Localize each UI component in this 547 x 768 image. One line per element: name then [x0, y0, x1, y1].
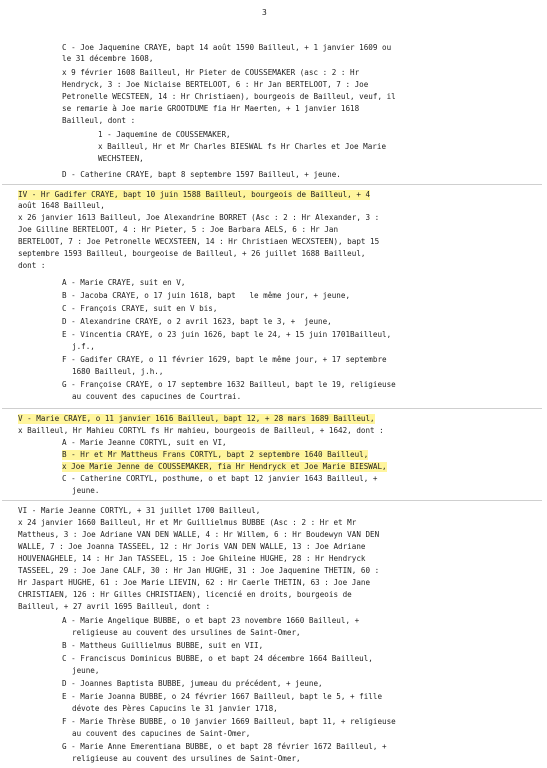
text-line: x 9 février 1608 Bailleul, Hr Pieter de COUSSEMAKER (asc : 2 : Hr — [62, 68, 360, 77]
text-line: B - Mattheus Guillielmus BUBBE, suit en VII, — [62, 641, 264, 650]
text-line: C - Catherine CORTYL, posthume, o et bapt 12 janvier 1643 Bailleul, + — [62, 474, 378, 483]
text-line: j.f., — [72, 342, 95, 351]
text-line: E - Marie Joanna BUBBE, o 24 février 1667 Bailleul, bapt le 5, + fille — [62, 692, 383, 701]
text-line: 1680 Bailleul, j.h., — [72, 367, 164, 376]
text-line: Bailleul, dont : — [62, 116, 136, 125]
text-line: au couvent des capucines de Saint-Omer, — [72, 729, 251, 738]
text-line: au couvent des capucines de Courtrai. — [72, 392, 242, 401]
text-line: B - Jacoba CRAYE, o 17 juin 1618, bapt le même jour, + jeune, — [62, 291, 351, 300]
text-line: F - Marie Thrèse BUBBE, o 10 janvier 1669 Bailleul, bapt 11, + religieuse — [62, 717, 396, 726]
text-line: dévote des Pères Capucins le 31 janvier 1718, — [72, 704, 278, 713]
text-line: C - François CRAYE, suit en V bis, — [62, 304, 218, 313]
text-line: Bailleul, + 27 avril 1695 Bailleul, dont : — [18, 602, 211, 611]
text-line: A - Marie Jeanne CORTYL, suit en VI, — [62, 438, 227, 447]
text-line: Hendryck, 3 : Joe Niclaise BERTELOOT, 6 : Hr Jan BERTELOOT, 7 : Joe — [62, 80, 369, 89]
text-line: D - Joannes Baptista BUBBE, jumeau du précédent, + jeune, — [62, 679, 323, 688]
text-line: TASSEEL, 29 : Joe Jane CALF, 30 : Hr Jan HUGHE, 31 : Joe Jaquemine THETIN, 60 : — [18, 566, 380, 575]
text-line: Petronelle WECSTEEN, 14 : Hr Christiaen), bourgeois de Bailleul, veuf, il — [62, 92, 396, 101]
text-line: Hr Jaspart HUGHE, 61 : Joe Marie LIEVIN, 62 : Hr Caerle THETIN, 63 : Joe Jane — [18, 578, 371, 587]
text-line: religieuse au couvent des ursulines de Saint-Omer, — [72, 754, 301, 763]
text-line: A - Marie Angelique BUBBE, o et bapt 23 novembre 1660 Bailleul, + — [62, 616, 360, 625]
section-divider — [2, 500, 542, 501]
text-line: A - Marie CRAYE, suit en V, — [62, 278, 186, 287]
text-line: BERTELOOT, 7 : Joe Petronelle WECXSTEEN, 14 : Hr Christiaen WECXSTEEN), bapt 15 — [18, 237, 380, 246]
text-line: le 31 décembre 1608, — [62, 54, 154, 63]
section-divider — [2, 184, 542, 185]
text-line: E - Vincentia CRAYE, o 23 juin 1626, bapt le 24, + 15 juin 1701Bailleul, — [62, 330, 392, 339]
text-line: jeune, — [72, 666, 100, 675]
text-line: WECHSTEEN, — [98, 154, 144, 163]
text-line: août 1648 Bailleul, — [18, 201, 105, 210]
text-line: G - Françoise CRAYE, o 17 septembre 1632 Bailleul, bapt le 19, religieuse — [62, 380, 396, 389]
text-line: religieuse au couvent des ursulines de Saint-Omer, — [72, 628, 301, 637]
page-number: 3 — [262, 8, 267, 17]
text-line: D - Alexandrine CRAYE, o 2 avril 1623, bapt le 3, + jeune, — [62, 317, 332, 326]
text-line: C - Joe Jaquemine CRAYE, bapt 14 août 1590 Bailleul, + 1 janvier 1609 ou — [62, 43, 392, 52]
text-line: Joe Gilline BERTELOOT, 4 : Hr Pieter, 5 : Joe Barbara AELS, 6 : Hr Jan — [18, 225, 339, 234]
text-line: B - Hr et Mr Mattheus Frans CORTYL, bapt 2 septembre 1640 Bailleul, — [62, 450, 369, 459]
section-heading: IV - Hr Gadifer CRAYE, bapt 10 juin 1588 Bailleul, bourgeois de Bailleul, + 4 — [18, 190, 371, 199]
section-heading: V - Marie CRAYE, o 11 janvier 1616 Bailleul, bapt 12, + 28 mars 1689 Bailleul, — [18, 414, 375, 423]
text-line: F - Gadifer CRAYE, o 11 février 1629, bapt le même jour, + 17 septembre — [62, 355, 387, 364]
text-line: Mattheus, 3 : Joe Adriane VAN DEN WALLE, 4 : Hr Willem, 6 : Hr Boudewyn VAN DEN — [18, 530, 380, 539]
text-line: x Joe Marie Jenne de COUSSEMAKER, fia Hr Hendryck et Joe Marie BIESWAL, — [62, 462, 387, 471]
text-line: x 24 janvier 1660 Bailleul, Hr et Mr Guillielmus BUBBE (Asc : 2 : Hr et Mr — [18, 518, 357, 527]
text-line: HOUVENAGHELE, 14 : Hr Jan TASSEEL, 15 : Joe Ghileine HUGHE, 28 : Hr Hendryck — [18, 554, 366, 563]
text-line: 1 - Jaquemine de COUSSEMAKER, — [98, 130, 231, 139]
text-line: WALLE, 7 : Joe Joanna TASSEEL, 12 : Hr Joris VAN DEN WALLE, 13 : Joe Adriane — [18, 542, 366, 551]
section-heading: VI - Marie Jeanne CORTYL, + 31 juillet 1700 Bailleul, — [18, 506, 261, 515]
text-line: D - Catherine CRAYE, bapt 8 septembre 1597 Bailleul, + jeune. — [62, 170, 341, 179]
text-line: septembre 1593 Bailleul, bourgeoise de Bailleul, + 26 juillet 1688 Bailleul, — [18, 249, 366, 258]
text-line: x Bailleul, Hr Mahieu CORTYL fs Hr mahieu, bourgeois de Bailleul, + 1642, dont : — [18, 426, 384, 435]
section-divider — [2, 408, 542, 409]
text-line: C - Franciscus Dominicus BUBBE, o et bapt 24 décembre 1664 Bailleul, — [62, 654, 373, 663]
text-line: CHRISTIAEN, 126 : Hr Gilles CHRISTIAEN), licencié en droits, bourgeois de — [18, 590, 352, 599]
text-line: se remarie à Joe marie GROOTDUME fia Hr Maerten, + 1 janvier 1618 — [62, 104, 360, 113]
text-line: G - Marie Anne Emerentiana BUBBE, o et bapt 28 février 1672 Bailleul, + — [62, 742, 387, 751]
text-line: x Bailleul, Hr et Mr Charles BIESWAL fs Hr Charles et Joe Marie — [98, 142, 387, 151]
text-line: x 26 janvier 1613 Bailleul, Joe Alexandrine BORRET (Asc : 2 : Hr Alexander, 3 : — [18, 213, 380, 222]
text-line: dont : — [18, 261, 46, 270]
text-line: jeune. — [72, 486, 100, 495]
